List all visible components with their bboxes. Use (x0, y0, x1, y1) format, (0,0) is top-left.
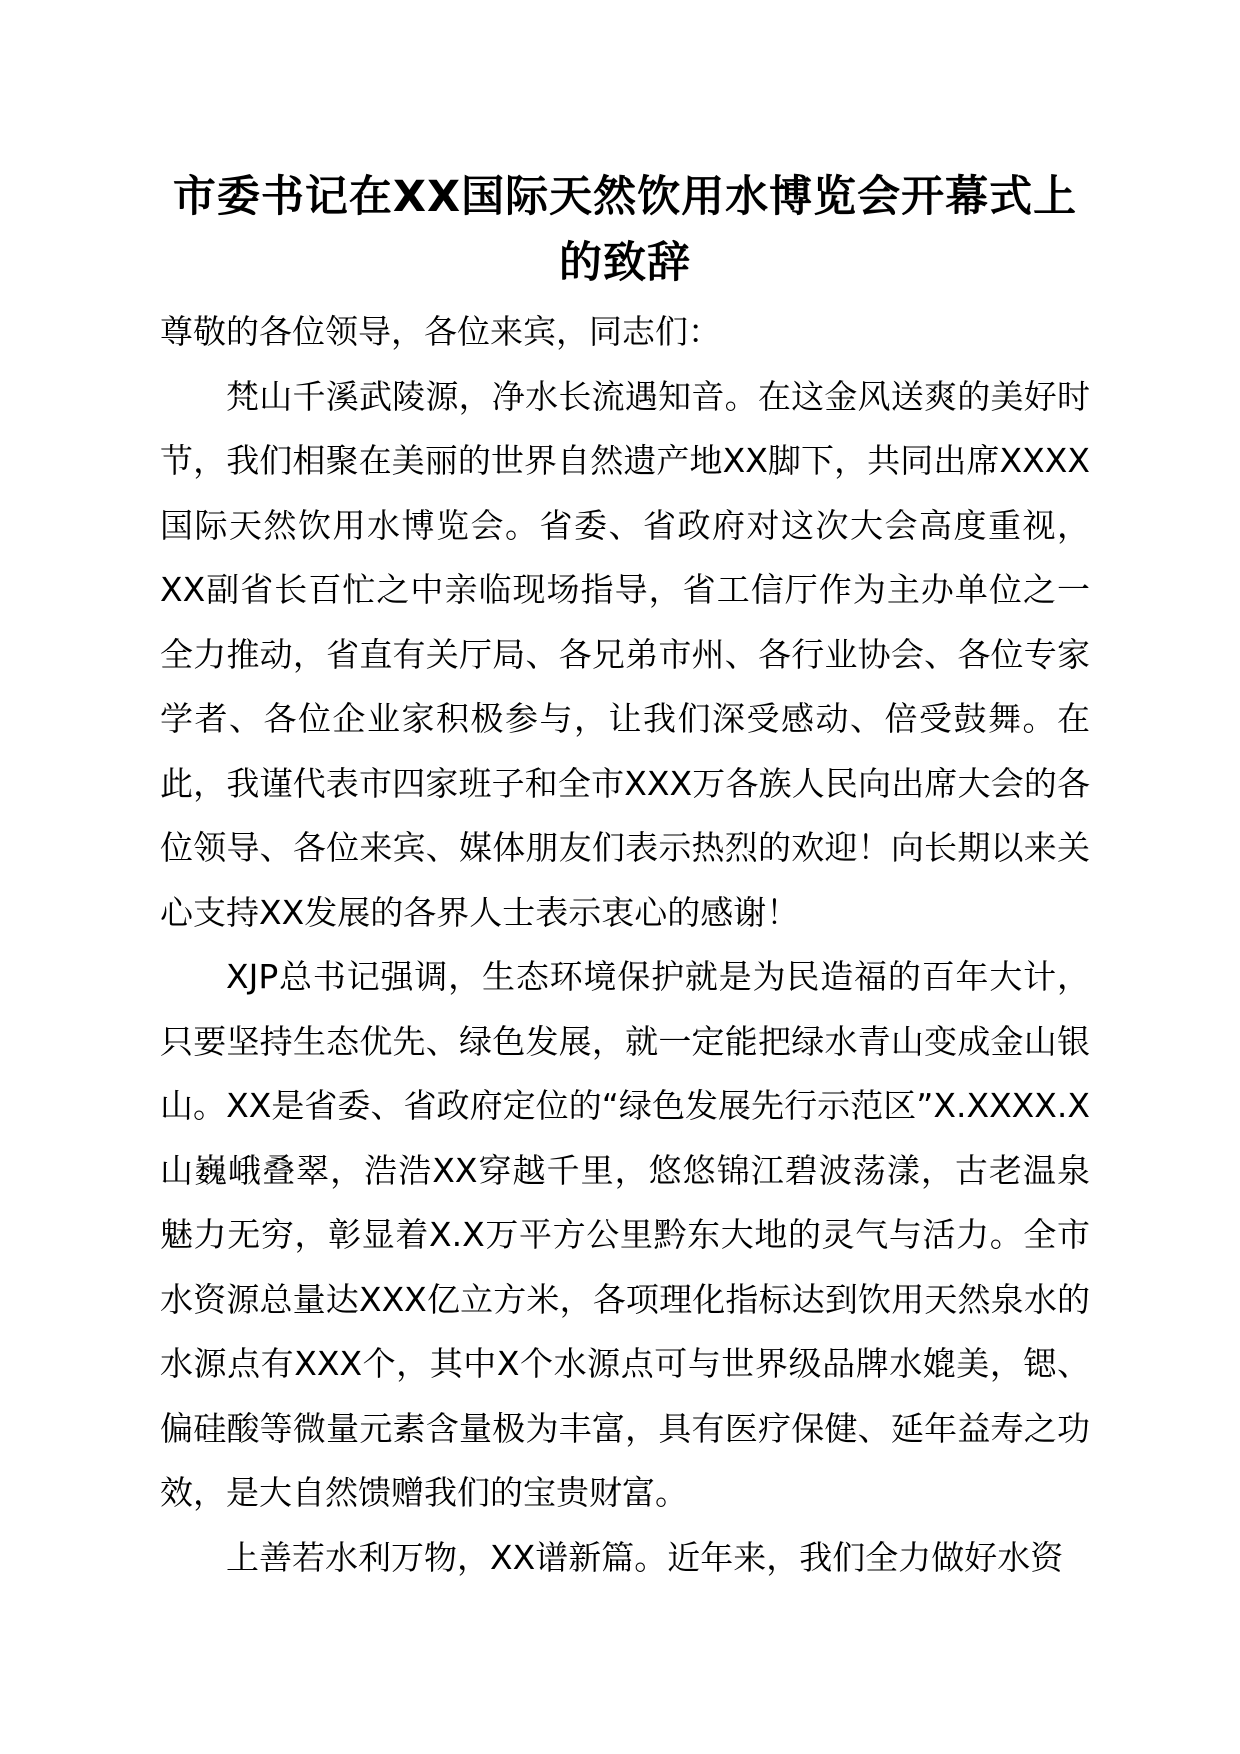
paragraph-3: 上善若水利万物，XX谱新篇。近年来，我们全力做好水资 (226, 1537, 1064, 1577)
document-title: 市委书记在XX国际天然饮用水博览会开幕式上的致辞 (172, 172, 1078, 288)
paragraph-1: 梵山千溪武陵源，净水长流遇知音。在这金风送爽的美好时节，我们相聚在美丽的世界自然遗产地XX脚下，共同出席XXXX国际天然饮用水博览会。省委、省政府对这次大会高度重视，XX副省长百忙之中亲临现场指导，省工信厅作为主办单位之一全力推动，省直有关厅局、各兄弟市州、各行业协会、各位专家学者、各位企业家积极参与，让我们深受感动、倍受鼓舞。在此，我谨代表市四家班子和全市XXX万各族人民向出席大会的各位领导、各位来宾、媒体朋友们表示热烈的欢迎！向长期以来关心支持XX发展的各界人士表示衷心的感谢！ (160, 376, 1090, 932)
document-body (160, 300, 1090, 1590)
paragraph-2: XJP总书记强调，生态环境保护就是为民造福的百年大计，只要坚持生态优先、绿色发展，就一定能把绿水青山变成金山银山。XX是省委、省政府定位的“绿色发展先行示范区”X.XXXX.X山巍峨叠翠，浩浩XX穿越千里，悠悠锦江碧波荡漾，古老温泉魅力无穷，彰显着X.X万平方公里黔东大地的灵气与活力。全市水资源总量达XXX亿立方米，各项理化指标达到饮用天然泉水的水源点有XXX个，其中X个水源点可与世界级品牌水媲美，锶、偏硅酸等微量元素含量极为丰富，具有医疗保健、延年益寿之功效，是大自然馈赠我们的宝贵财富。 (160, 957, 1090, 1512)
salutation: 尊敬的各位领导，各位来宾，同志们： (160, 312, 721, 351)
